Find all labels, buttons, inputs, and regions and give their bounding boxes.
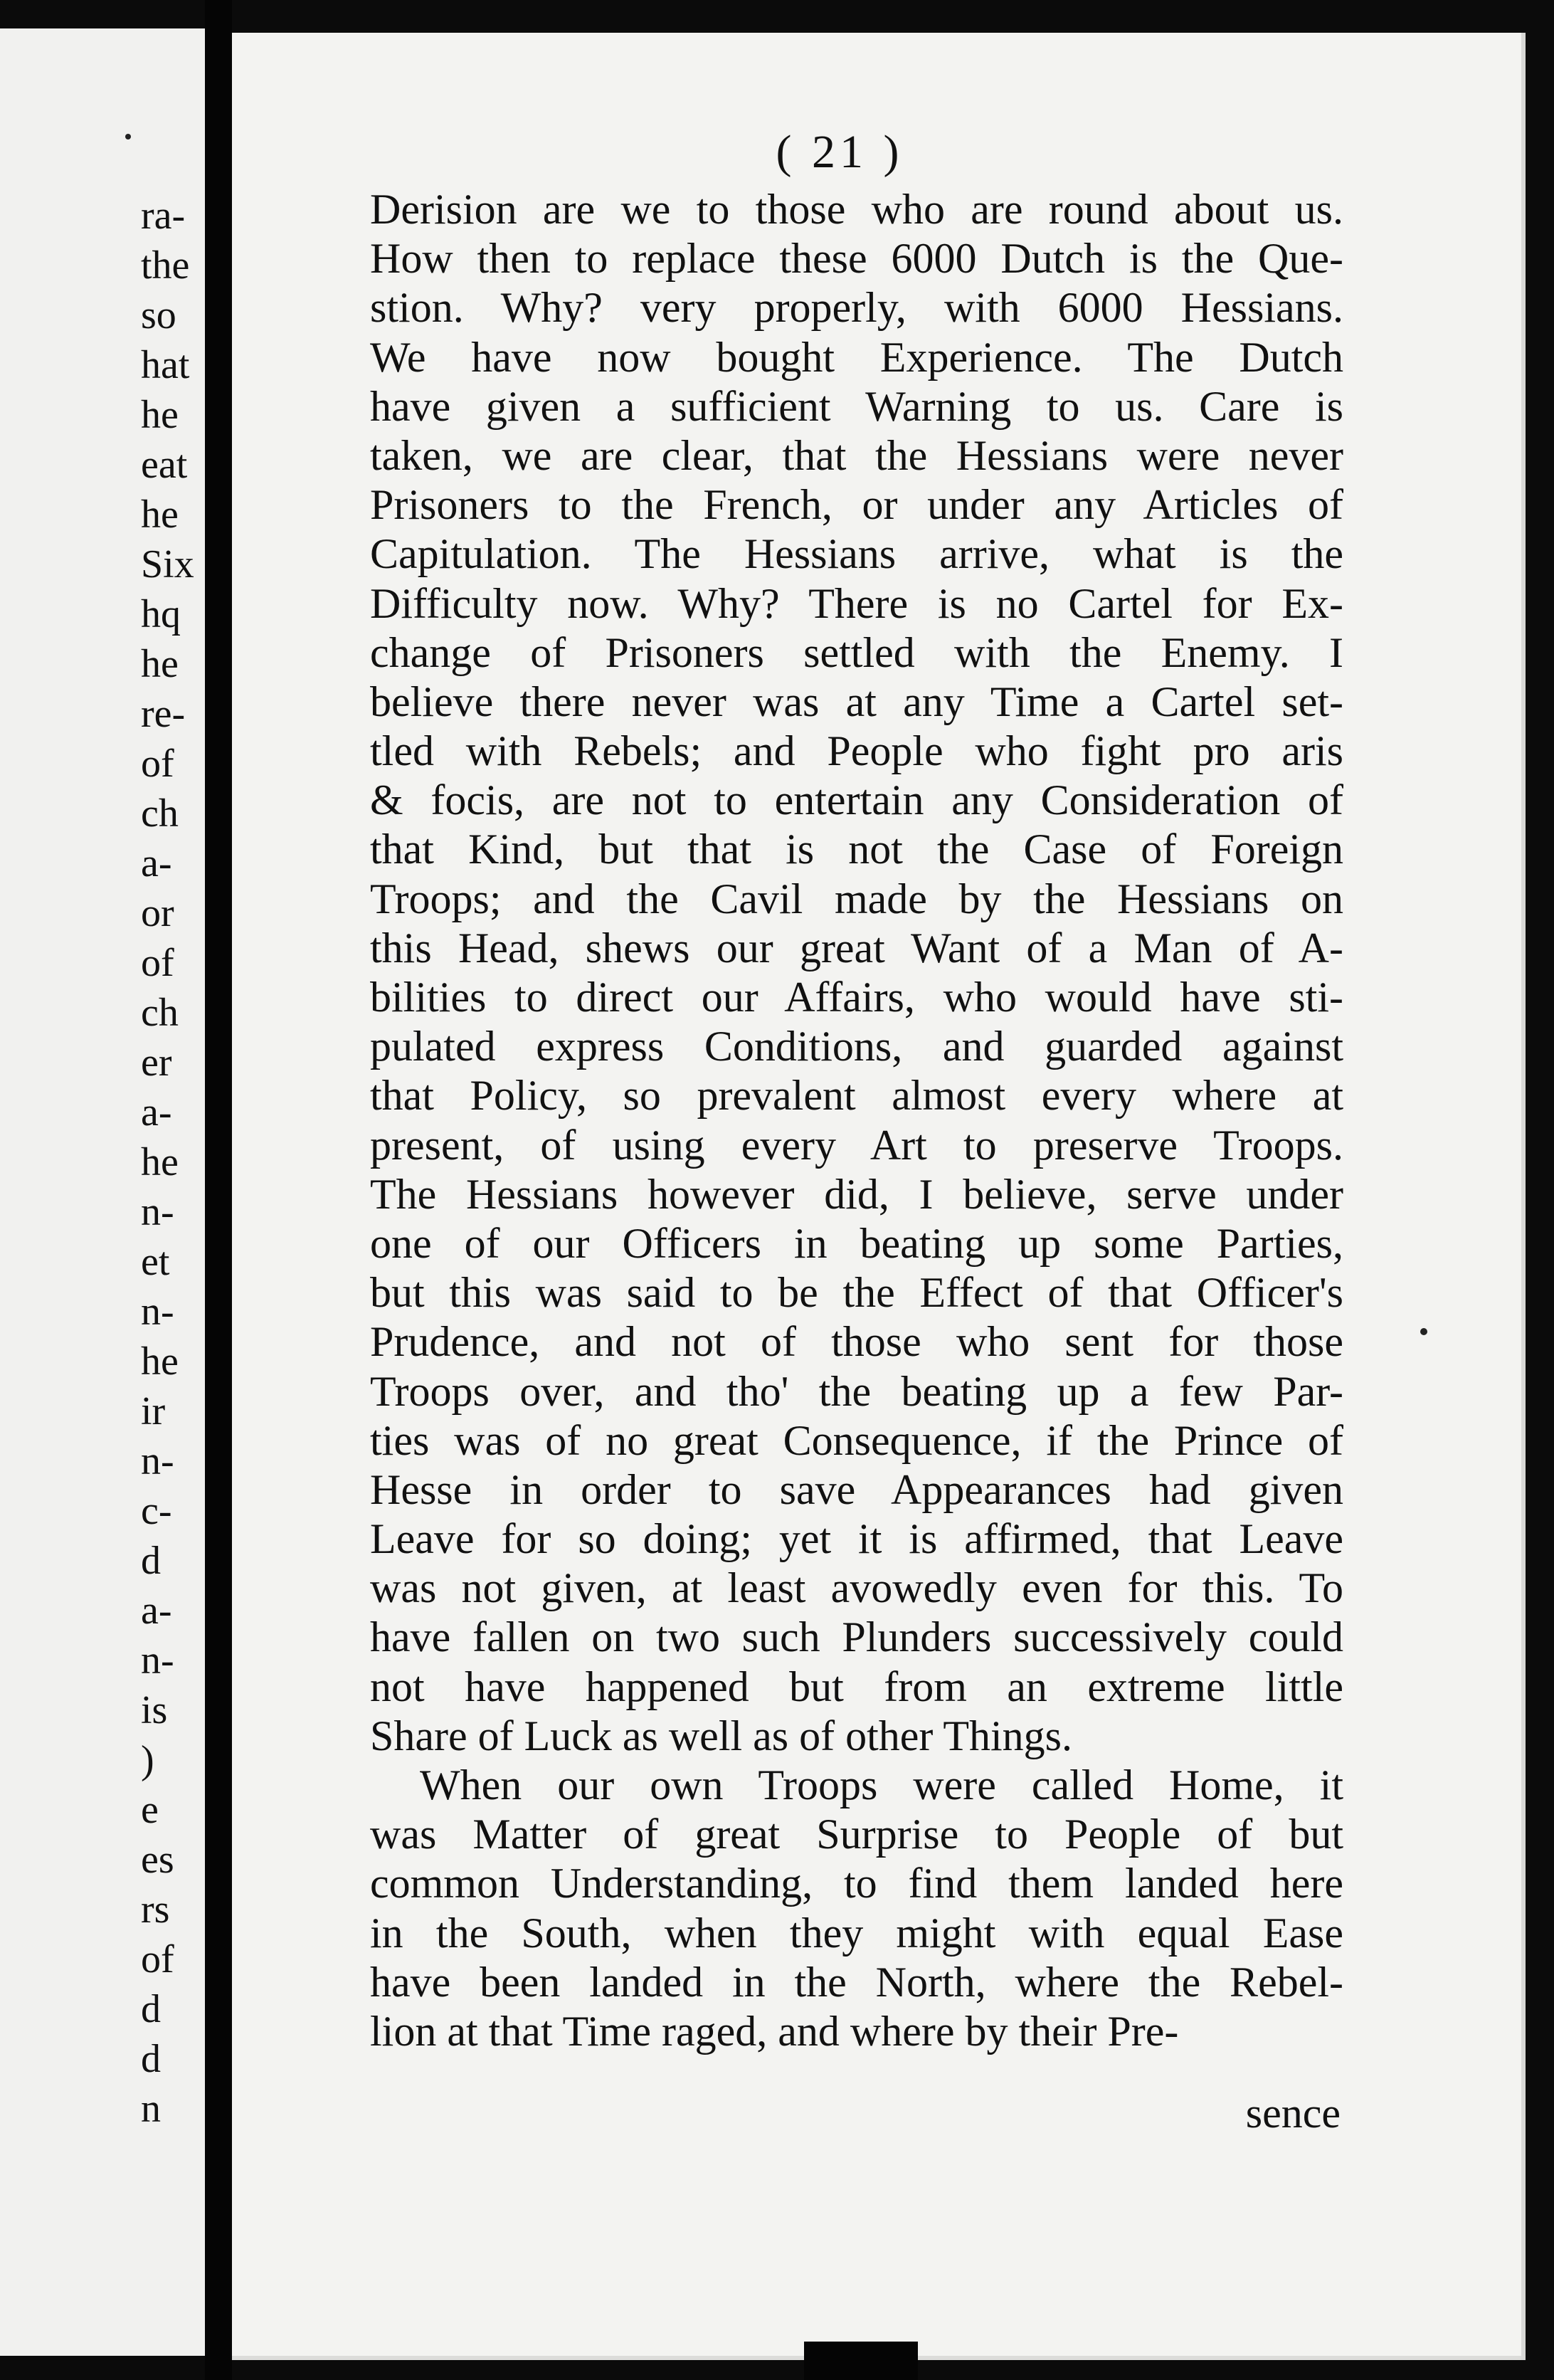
margin-fragment: n- [141,1439,174,1483]
text-line: was not given, at least avowedly even for this. To [370,1564,1343,1612]
margin-fragment: Six [141,542,194,586]
margin-fragment: n- [141,1638,174,1683]
text-line: Prudence, and not of those who sent for those [370,1318,1343,1366]
text-line: Capitulation. The Hessians arrive, what is the [370,530,1343,578]
margin-fragment: he [141,1339,179,1384]
text-line: We have now bought Experience. The Dutch [370,333,1343,381]
ink-speck [1420,1328,1427,1335]
margin-fragment: he [141,1140,179,1184]
margin-fragment: d [141,1987,161,2031]
text-line: ties was of no great Consequence, if the Prince of [370,1416,1343,1464]
text-line: bilities to direct our Affairs, who would have sti- [370,974,1343,1021]
text-line: this Head, shews our great Want of a Man of A- [370,924,1343,972]
text-line: that Policy, so prevalent almost every where at [370,1072,1343,1120]
margin-fragment: he [141,393,179,437]
margin-fragment: is [141,1688,168,1732]
text-line: Leave for so doing; yet it is affirmed, that Leave [370,1515,1343,1563]
margin-fragment: of [141,742,174,786]
text-line: taken, we are clear, that the Hessians were never [370,431,1343,479]
text-line: Troops over, and tho' the beating up a few Par- [370,1367,1343,1415]
margin-fragment: ir [141,1389,166,1433]
margin-fragment: rs [141,1887,170,1932]
margin-fragment: c- [141,1489,172,1533]
text-line: that Kind, but that is not the Case of Foreign [370,826,1343,873]
text-line: have given a sufficient Warning to us. Care is [370,382,1343,430]
margin-fragment: ) [141,1738,154,1782]
margin-fragment: the [141,243,190,288]
margin-fragment: a- [141,1589,172,1633]
margin-fragment: er [141,1041,172,1085]
margin-fragment: re- [141,692,186,736]
margin-fragment: d [141,2037,161,2081]
margin-fragment: or [141,891,174,935]
margin-fragment: ra- [141,194,186,238]
margin-fragment: a- [141,841,172,885]
text-line: The Hessians however did, I believe, serve under [370,1170,1343,1218]
ink-speck [125,134,131,139]
text-line: lion at that Time raged, and where by their Pre- [370,2007,1179,2055]
text-line: Troops; and the Cavil made by the Hessians on [370,875,1343,922]
margin-fragment: eat [141,443,188,487]
catchword: sence [1245,2090,1341,2137]
text-line: stion. Why? very properly, with 6000 Hessians. [370,284,1343,332]
margin-fragment: of [141,941,174,985]
text-line: have been landed in the North, where the Rebel- [370,1958,1343,2006]
margin-fragment: es [141,1838,174,1882]
text-line: & focis, are not to entertain any Consideration of [370,776,1343,824]
text-line: Share of Luck as well as of other Things. [370,1712,1072,1759]
scan-shadow [804,2342,918,2380]
text-line: How then to replace these 6000 Dutch is the Que- [370,235,1343,283]
margin-fragment: ch [141,791,179,836]
text-line: change of Prisoners settled with the Enemy. I [370,628,1343,676]
margin-fragment: e [141,1788,159,1832]
margin-fragment: of [141,1937,174,1981]
text-line: one of our Officers in beating up some Parties, [370,1219,1343,1267]
text-line: Prisoners to the French, or under any Articles of [370,481,1343,529]
margin-fragment: d [141,1539,161,1583]
text-line: have fallen on two such Plunders successively could [370,1613,1343,1661]
text-line: in the South, when they might with equal Ease [370,1909,1343,1957]
margin-fragment: he [141,642,179,686]
text-line: Difficulty now. Why? There is no Cartel for Ex- [370,579,1343,627]
margin-fragment: a- [141,1090,172,1134]
text-line: When our own Troops were called Home, it [420,1762,1343,1808]
page-body-text [370,185,1343,2056]
margin-fragment: n- [141,1290,174,1334]
page-number: ( 21 ) [776,126,904,178]
text-line: present, of using every Art to preserve Troops. [370,1121,1343,1169]
margin-fragment: hat [141,343,190,387]
text-line: not have happened but from an extreme little [370,1663,1343,1710]
book-gutter [205,0,232,2380]
text-line: believe there never was at any Time a Cartel set- [370,678,1343,725]
margin-fragment: n [141,2087,161,2131]
margin-fragment: ch [141,991,179,1035]
text-line: common Understanding, to find them landed here [370,1860,1343,1907]
text-line: Derision are we to those who are round about us. [370,186,1343,233]
margin-fragment: et [141,1240,170,1284]
facing-page-fragment [0,28,205,2356]
facing-page-margin-text [141,191,205,2134]
margin-fragment: hq [141,592,181,636]
margin-fragment: n- [141,1190,174,1234]
text-line: was Matter of great Surprise to People of but [370,1811,1343,1858]
margin-fragment: so [141,293,176,337]
text-line: Hesse in order to save Appearances had given [370,1465,1343,1513]
text-line: but this was said to be the Effect of that Officer's [370,1269,1343,1317]
text-line: tled with Rebels; and People who fight pro aris [370,727,1343,775]
margin-fragment: he [141,493,179,537]
text-line: pulated express Conditions, and guarded against [370,1023,1343,1070]
